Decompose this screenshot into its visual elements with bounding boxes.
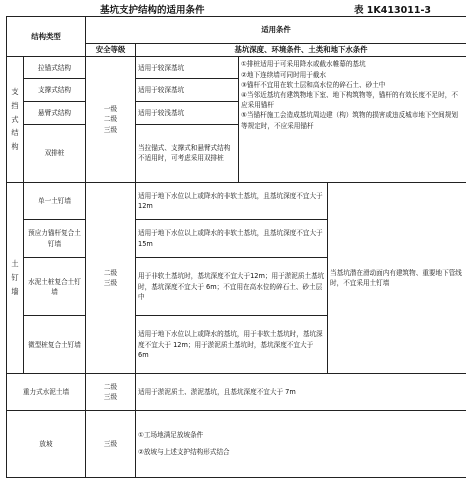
type-slope: 放坡 [7, 410, 86, 477]
cond-double-row-pile: 当拉锚式、支撑式和悬臂式结构不适用时，可考虑采用双排桩 [136, 124, 239, 182]
grade-gravity-wall: 二级 三级 [86, 374, 136, 410]
type-cement-pile-soil-nail: 水泥土桩复合土钉墙 [24, 258, 86, 316]
grade-braced: 一级 二级 三级 [86, 57, 136, 182]
type-strut-structure: 支撑式结构 [24, 79, 86, 102]
type-micro-pile-soil-nail: 微型桩复合土钉墙 [24, 316, 86, 374]
group-soil-nail: 土 钉 墙 [7, 182, 24, 374]
type-anchor-structure: 拉锚式结构 [24, 57, 86, 79]
header-depth-env: 基坑深度、环境条件、土类和地下水条件 [136, 43, 466, 56]
type-single-soil-nail: 单一土钉墙 [24, 182, 86, 219]
table-number: 表 1K413011-3 [354, 5, 431, 16]
note-soil-nail: 当基坑潜在滑动面内有建筑物、重要地下管线时，不宜采用土钉墙 [328, 182, 466, 374]
table-title: 基坑支护结构的适用条件 [100, 5, 205, 16]
cond-single-soil-nail: 适用于地下水位以上或降水的非软土基坑，且基坑深度不宜大于 12m [136, 182, 328, 219]
grade-slope: 三级 [86, 410, 136, 477]
cond-slope: ①工场地满足放坡条件 ②放坡与上述支护结构形式结合 [136, 410, 466, 477]
header-safety-grade: 安全等级 [86, 43, 136, 56]
cond-micro-pile-soil-nail: 适用于地下水位以上或降水的基坑，用于非软土基坑时，基坑深度不宜大于 12m；用于淤泥质土基坑时，基坑深度不宜大于 6m [136, 316, 328, 374]
cond-anchor-structure: 适用于较深基坑 [136, 57, 239, 79]
support-structure-table [6, 16, 466, 478]
cond-gravity-wall: 适用于淤泥质土、淤泥基坑，且基坑深度不宜大于 7m [136, 374, 466, 410]
header-applicable-conditions: 适用条件 [86, 17, 466, 44]
type-double-row-pile: 双排桩 [24, 124, 86, 182]
header-structure-type: 结构类型 [7, 17, 86, 57]
cond-prestressed-anchor-soil-nail: 适用于地下水位以上或降水的非软土基坑，且基坑深度不宜大于 15m [136, 219, 328, 257]
grade-soil-nail: 二级 三级 [86, 182, 136, 374]
type-cantilever-structure: 悬臂式结构 [24, 101, 86, 124]
cond-strut-structure: 适用于较深基坑 [136, 79, 239, 102]
type-gravity-wall: 重力式水泥土墙 [7, 374, 86, 410]
notes-braced: ①排桩适用于可采用降水或截水帷幕的基坑 ②地下连续墙可同时用于截水 ③锚杆不宜用在软土层和高水位的碎石土、砂土中 ④当邻近基坑有建筑物地下室、地下构筑物等，锚杆的有效长度不足时，不应采用锚杆 ⑤当锚杆施工会造成基坑周边建（构）筑物的损害或违反城市地下空间规划等规定时，不应采用锚杆 [239, 57, 466, 182]
cond-cantilever-structure: 适用于较浅基坑 [136, 101, 239, 124]
cond-cement-pile-soil-nail: 用于非软土基坑时，基坑深度不宜大于12m；用于淤泥质土基坑时，基坑深度不宜大于 6m；不宜用在高水位的碎石土、砂土层中 [136, 258, 328, 316]
group-braced: 支 挡 式 结 构 [7, 57, 24, 182]
type-prestressed-anchor-soil-nail: 预应力锚杆复合土钉墙 [24, 219, 86, 257]
